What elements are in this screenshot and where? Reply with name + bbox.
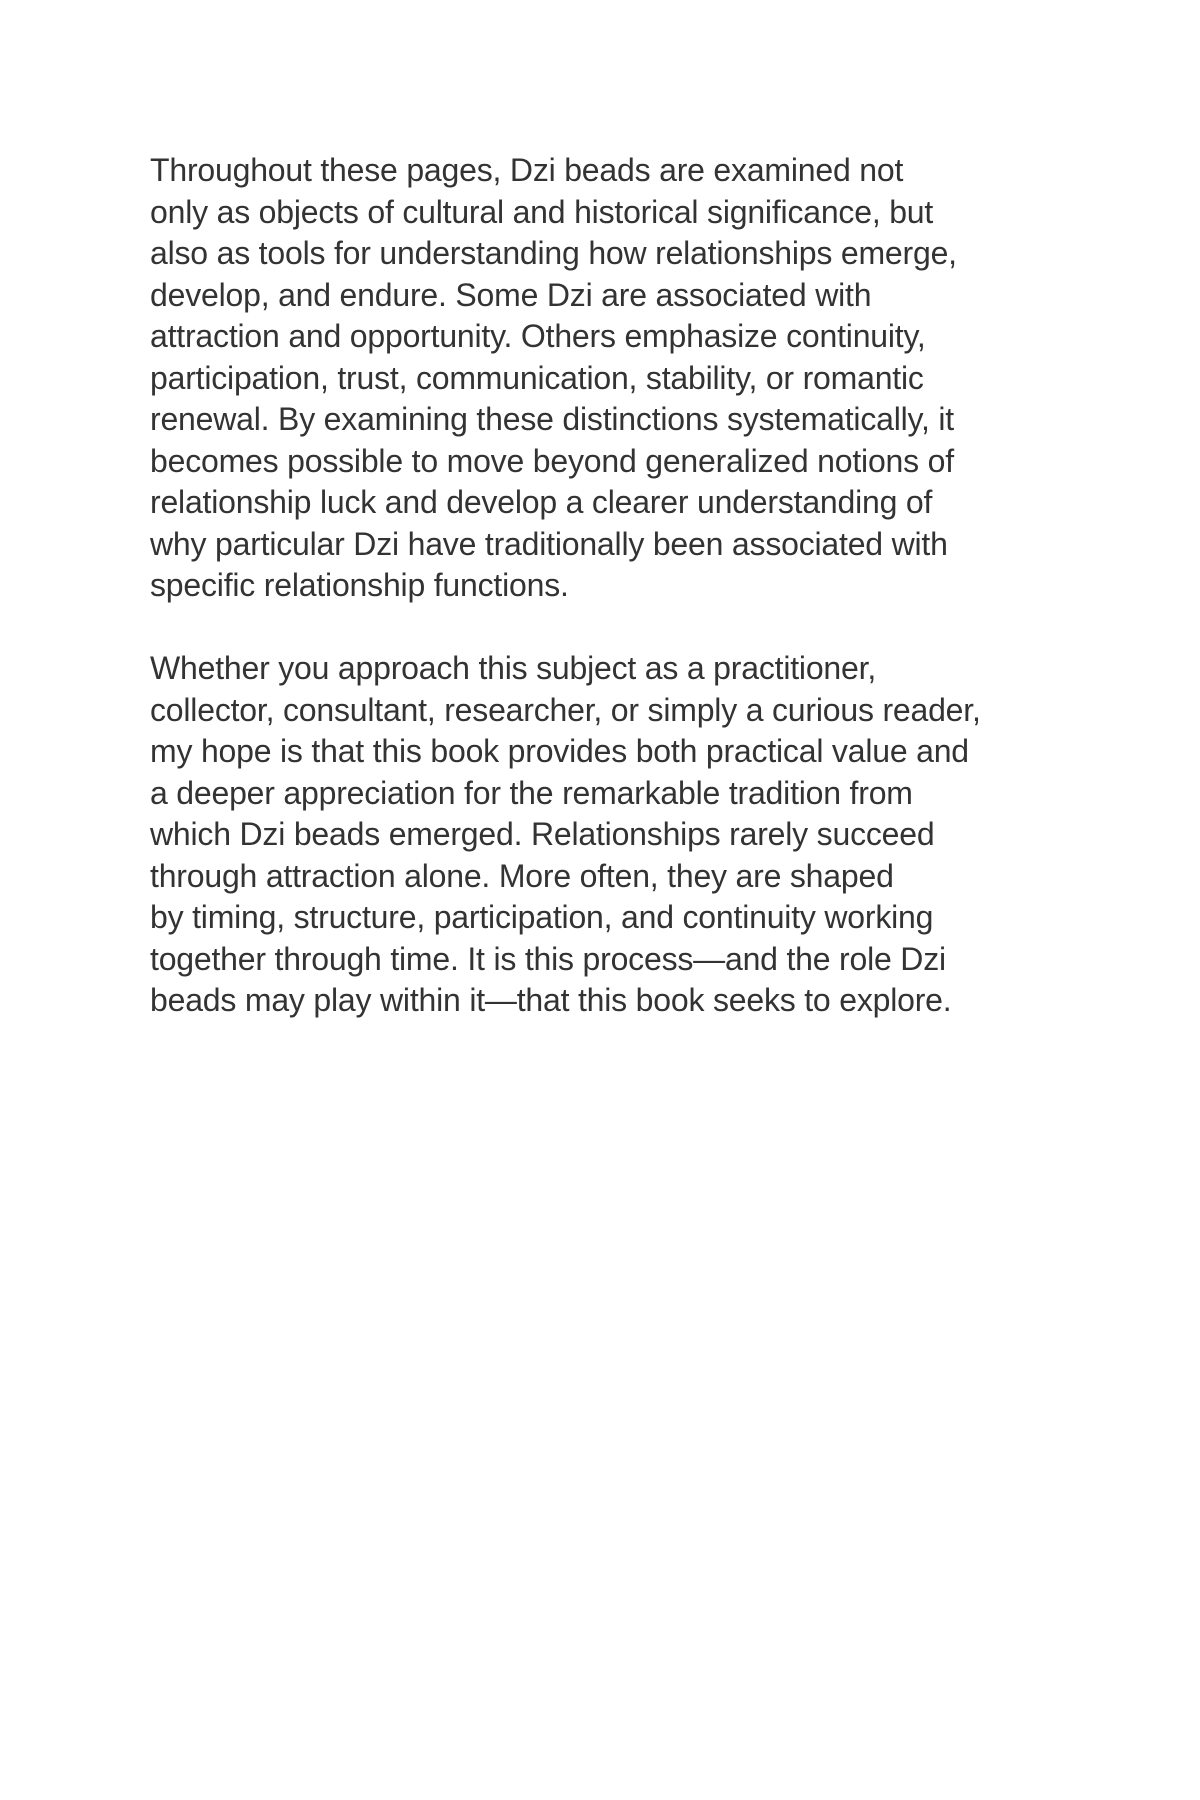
text-line: a deeper appreciation for the remarkable tradition from bbox=[150, 774, 913, 811]
text-line: develop, and endure. Some Dzi are associated with bbox=[150, 276, 872, 313]
text-line: only as objects of cultural and historical significance, but bbox=[150, 193, 934, 230]
text-line: specific relationship functions. bbox=[150, 567, 569, 603]
text-line: why particular Dzi have traditionally been associated with bbox=[150, 525, 948, 562]
text-line: renewal. By examining these distinctions systematically, it bbox=[150, 401, 954, 437]
text-line: Whether you approach this subject as a practitioner, bbox=[150, 650, 877, 686]
paragraph-2 bbox=[150, 648, 1070, 1022]
text-line: beads may play within it—that this book seeks to explore. bbox=[150, 982, 952, 1018]
paragraph-1 bbox=[150, 150, 1070, 607]
text-line: becomes possible to move beyond generalized notions of bbox=[150, 442, 954, 479]
text-line: collector, consultant, researcher, or simply a curious reader, bbox=[150, 691, 981, 728]
text-line: also as tools for understanding how relationships emerge, bbox=[150, 235, 957, 271]
text-line: Throughout these pages, Dzi beads are examined not bbox=[150, 152, 904, 188]
body-text bbox=[150, 150, 1070, 1022]
text-line: together through time. It is this process—and the role Dzi bbox=[150, 940, 946, 977]
text-line: by timing, structure, participation, and continuity working bbox=[150, 899, 934, 935]
text-line: through attraction alone. More often, they are shaped bbox=[150, 857, 894, 894]
text-line: which Dzi beads emerged. Relationships rarely succeed bbox=[150, 816, 935, 852]
text-line: my hope is that this book provides both practical value and bbox=[150, 733, 969, 769]
text-line: attraction and opportunity. Others emphasize continuity, bbox=[150, 318, 926, 354]
text-line: participation, trust, communication, stability, or romantic bbox=[150, 359, 924, 396]
text-line: relationship luck and develop a clearer understanding of bbox=[150, 484, 933, 520]
